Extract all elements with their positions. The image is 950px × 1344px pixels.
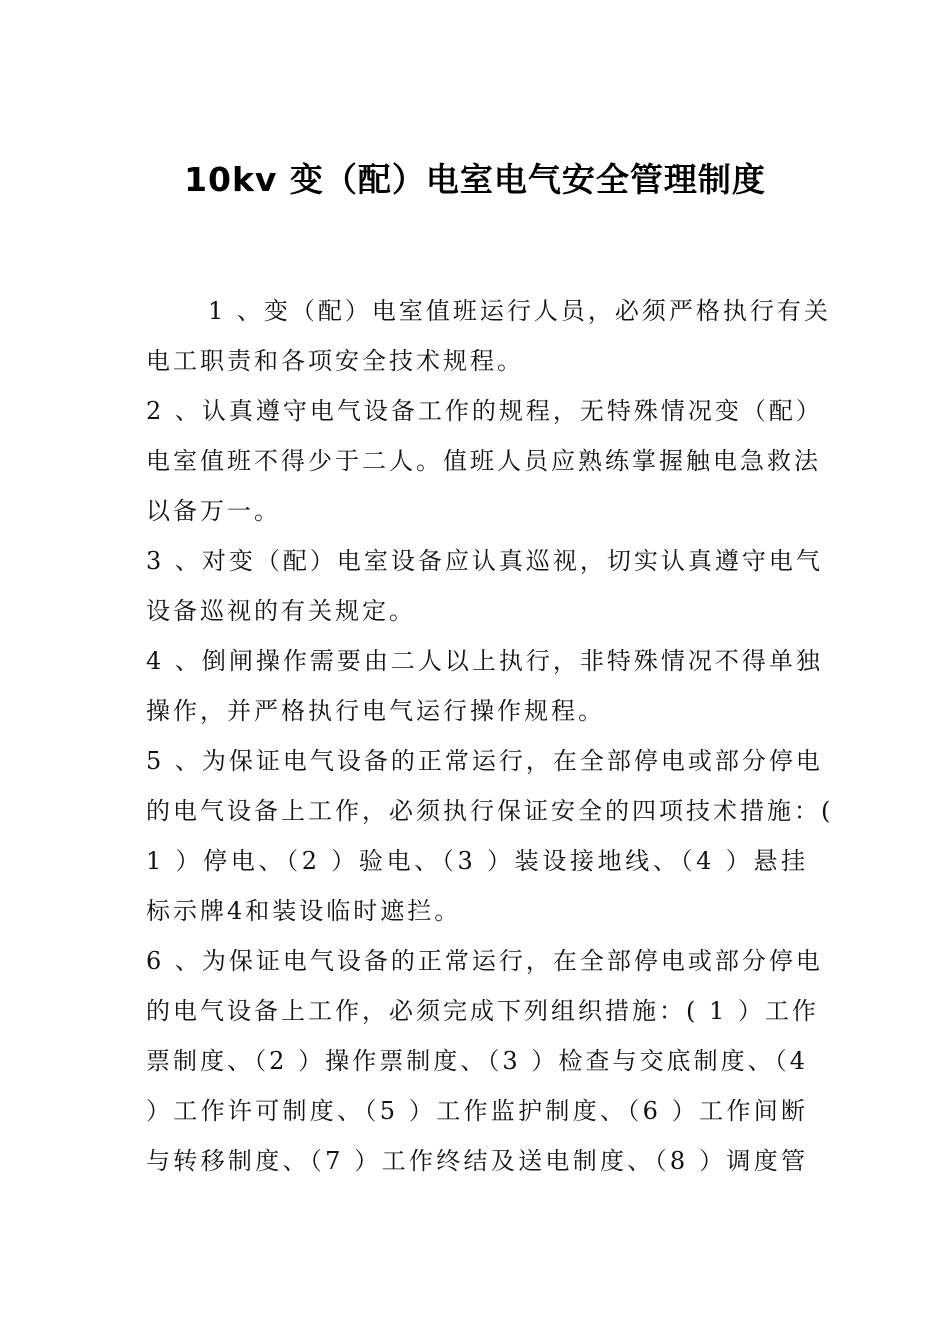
paragraph-line: 操作，并严格执行电气运行操作规程。 xyxy=(146,697,605,725)
paragraph-line: 5 、为保证电气设备的正常运行，在全部停电或部分停电 xyxy=(146,747,823,775)
paragraph-line: 1 、变（配）电室值班运行人员，必须严格执行有关 xyxy=(208,297,831,325)
paragraph-line: 电室值班不得少于二人。值班人员应熟练掌握触电急救法 xyxy=(146,447,821,475)
paragraph-line: 6 、为保证电气设备的正常运行，在全部停电或部分停电 xyxy=(146,947,823,975)
paragraph-4 xyxy=(146,636,823,736)
paragraph-line: ）工作许可制度、（5 ）工作监护制度、（6 ）工作间断 xyxy=(146,1097,808,1125)
paragraph-1 xyxy=(146,286,831,386)
paragraph-3 xyxy=(146,536,823,636)
paragraph-6 xyxy=(146,936,823,1186)
paragraph-line: 设备巡视的有关规定。 xyxy=(146,597,416,625)
paragraph-line: 的电气设备上工作，必须完成下列组织措施：( 1 ）工作 xyxy=(146,997,819,1025)
paragraph-line: 1 ）停电、（2 ）验电、（3 ）装设接地线、（4 ）悬挂 xyxy=(146,847,808,875)
document-title: 10kv 变（配）电室电气安全管理制度 xyxy=(184,160,766,199)
paragraph-line: 票制度、（2 ）操作票制度、（3 ）检查与交底制度、（4 xyxy=(146,1047,808,1075)
paragraph-line: 电工职责和各项安全技术规程。 xyxy=(146,347,524,375)
paragraph-2 xyxy=(146,386,823,536)
paragraph-line: 与转移制度、（7 ）工作终结及送电制度、（8 ）调度管 xyxy=(146,1147,808,1175)
paragraph-line: 标示牌4和装设临时遮拦。 xyxy=(146,897,462,925)
paragraph-line: 的电气设备上工作，必须执行保证安全的四项技术措施：( xyxy=(146,797,834,825)
paragraph-line: 3 、对变（配）电室设备应认真巡视，切实认真遵守电气 xyxy=(146,547,823,575)
paragraph-line: 2 、认真遵守电气设备工作的规程，无特殊情况变（配） xyxy=(146,397,823,425)
paragraph-5 xyxy=(146,736,834,936)
paragraph-line: 以备万一。 xyxy=(146,497,281,525)
paragraph-line: 4 、倒闸操作需要由二人以上执行，非特殊情况不得单独 xyxy=(146,647,823,675)
document-body xyxy=(146,286,834,1186)
